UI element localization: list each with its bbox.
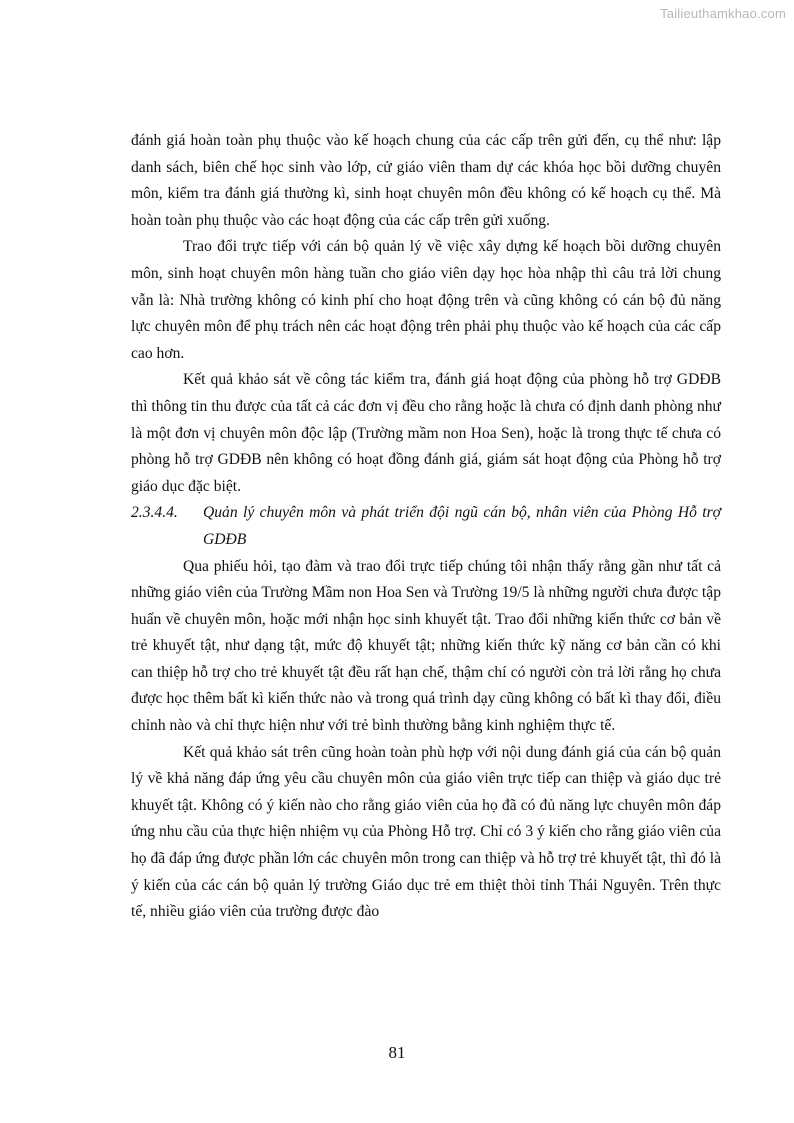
page-number: 81: [388, 1043, 406, 1062]
section-heading-title: Quản lý chuyên môn và phát triển đội ngũ cán bộ, nhân viên của Phòng Hỗ trợ GDĐB: [203, 504, 721, 548]
paragraph-questionnaire: Qua phiếu hỏi, tạo đàm và trao đổi trực tiếp chúng tôi nhận thấy rằng gần như tất cả những giáo viên của Trường Mầm non Hoa Sen và Trường 19/5 là những người chưa được tập huấn về chuyên môn, hoặc mới nhận học sinh khuyết tật. Trao đổi những kiến thức cơ bản về trẻ khuyết tật, như dạng tật, mức độ khuyết tật; những kiến thức kỹ năng cơ bản cần có khi can thiệp hỗ trợ cho trẻ khuyết tật đều rất hạn chế, thậm chí có người còn trả lời rằng họ chưa được học thêm bất kì kiến thức nào và trong quá trình dạy cũng không có bất kì thay đổi, điều chỉnh nào và chỉ thực hiện như với trẻ bình thường bằng kinh nghiệm thực tế.: [131, 557, 721, 735]
paragraph-interview: Trao đổi trực tiếp với cán bộ quản lý về việc xây dựng kế hoạch bồi dưỡng chuyên môn, sinh hoạt chuyên môn hàng tuần cho giáo viên dạy học hòa nhập thì câu trả lời chung vẫn là: Nhà trường không có kinh phí cho hoạt động trên và cũng không có cán bộ đủ năng lực chuyên môn để phụ trách nên các hoạt động trên phải phụ thuộc vào kế hoạch của các cấp cao hơn.: [131, 238, 721, 362]
section-heading-number: 2.3.4.4.: [131, 504, 178, 522]
paragraph-survey-results: Kết quả khảo sát trên cũng hoàn toàn phù hợp với nội dung đánh giá của cán bộ quản lý về khả năng đáp ứng yêu cầu chuyên môn của giáo viên trực tiếp can thiệp và giáo dục trẻ khuyết tật. Không có ý kiến nào cho rằng giáo viên của họ đã có đủ năng lực chuyên môn đáp ứng nhu cầu của thực hiện nhiệm vụ của Phòng Hỗ trợ. Chỉ có 3 ý kiến cho rằng giáo viên của họ đã đáp ứng được phần lớn các chuyên môn trong can thiệp và hỗ trợ trẻ khuyết tật, thì đó là ý kiến của các cán bộ quản lý trường Giáo dục trẻ em thiệt thòi tỉnh Thái Nguyên. Trên thực tế, nhiều giáo viên của trường được đào: [131, 743, 721, 921]
page-body: [131, 128, 721, 926]
paragraph-continuation: đánh giá hoàn toàn phụ thuộc vào kế hoạch chung của các cấp trên gửi đến, cụ thể như: lập danh sách, biên chế học sinh vào lớp, cử giáo viên tham dự các khóa học bồi dưỡng chuyên môn, kiểm tra đánh giá thường kì, sinh hoạt chuyên môn đều không có kế hoạch cụ thể. Mà hoàn toàn phụ thuộc vào các hoạt động của các cấp trên gửi xuống.: [131, 132, 721, 229]
section-heading: [131, 500, 721, 553]
watermark: Tailieuthamkhao.com: [660, 6, 786, 21]
paragraph-survey-evaluation: Kết quả khảo sát về công tác kiểm tra, đánh giá hoạt động của phòng hỗ trợ GDĐB thì thông tin thu được của tất cả các đơn vị đều cho rằng hoặc là chưa có định danh phòng như là một đơn vị chuyên môn độc lập (Trường mầm non Hoa Sen), hoặc là trong thực tế chưa có phòng hỗ trợ GDĐB nên không có hoạt đồng đánh giá, giám sát hoạt động của Phòng hỗ trợ giáo dục đặc biệt.: [131, 371, 721, 495]
